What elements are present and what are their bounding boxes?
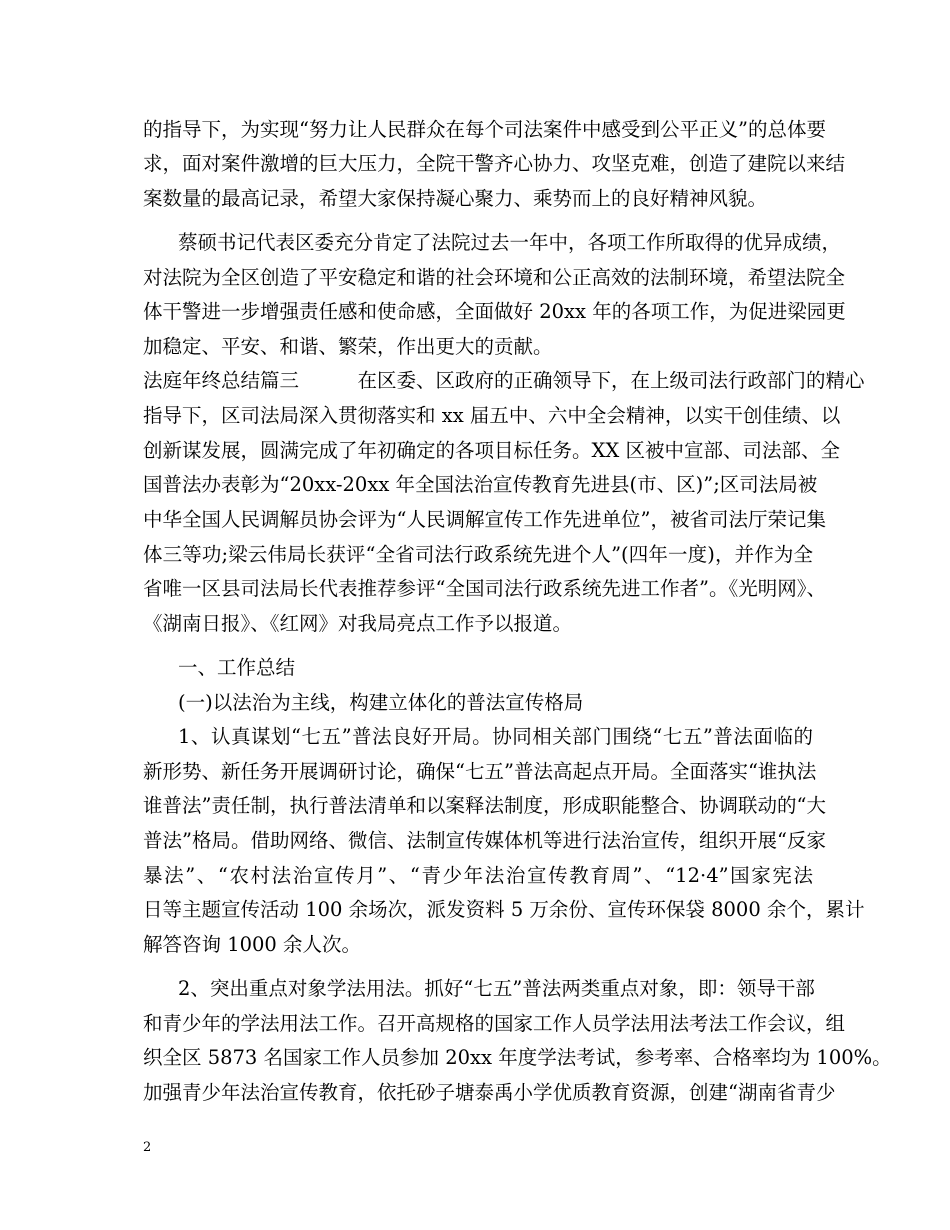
text-line: 指导下，区司法局深入贯彻落实和 xx 届五中、六中全会精神，以实干创佳绩、以 bbox=[143, 404, 841, 427]
text-line: 对法院为全区创造了平安稳定和谐的社会环境和公正高效的法制环境，希望法院全 bbox=[143, 266, 846, 289]
text-line: 织全区 5873 名国家工作人员参加 20xx 年度学法考试，参考率、合格率均为 100%。 bbox=[143, 1046, 892, 1069]
text-line: 省唯一区县司法局长代表推荐参评“全国司法行政系统先进工作者”。《光明网》、 bbox=[143, 577, 826, 600]
subsection-heading: (一)以法治为主线，构建立体化的普法宣传格局 bbox=[178, 691, 584, 714]
text-line: 解答咨询 1000 余人次。 bbox=[143, 933, 362, 956]
text-line: 国普法办表彰为“20xx-20xx 年全国法治宣传教育先进县(市、区)”;区司法局被 bbox=[143, 473, 818, 496]
text-line: 的指导下，为实现“努力让人民群众在每个司法案件中感受到公平正义”的总体要 bbox=[143, 118, 826, 141]
text-line: 日等主题宣传活动 100 余场次，派发资料 5 万余份、宣传环保袋 8000 余个，累计 bbox=[143, 898, 865, 921]
text-line: 体三等功;梁云伟局长获评“全省司法行政系统先进个人”(四年一度)，并作为全 bbox=[143, 543, 813, 566]
text-line: 创新谋发展，圆满完成了年初确定的各项目标任务。XX 区被中宣部、司法部、全 bbox=[143, 439, 840, 462]
text-line: 案数量的最高记录，希望大家保持凝心聚力、乘势而上的良好精神风貌。 bbox=[143, 187, 768, 210]
text-line: 中华全国人民调解员协会评为“人民调解宣传工作先进单位”，被省司法厅荣记集 bbox=[143, 508, 826, 531]
text-line: 新形势、新任务开展调研讨论，确保“七五”普法高起点开局。全面落实“谁执法 bbox=[143, 760, 817, 783]
text-line: 普法”格局。借助网络、微信、法制宣传媒体机等进行法治宣传，组织开展“反家 bbox=[143, 829, 826, 852]
section-heading: 一、工作总结 bbox=[178, 656, 296, 679]
text-line: 体干警进一步增强责任感和使命感，全面做好 20xx 年的各项工作，为促进梁园更 bbox=[143, 300, 846, 323]
text-line: 蔡硕书记代表区委充分肯定了法院过去一年中，各项工作所取得的优异成绩， bbox=[178, 231, 842, 254]
text-line: 加强青少年法治宣传教育，依托砂子塘泰禹小学优质教育资源，创建“湖南省青少 bbox=[143, 1081, 836, 1104]
text-line: 2、突出重点对象学法用法。抓好“七五”普法两类重点对象，即：领导干部 bbox=[178, 977, 815, 1000]
page-number: 2 bbox=[143, 1140, 152, 1155]
text-line: 《湖南日报》、《红网》对我局亮点工作予以报道。 bbox=[143, 612, 573, 635]
text-line: 和青少年的学法用法工作。召开高规格的国家工作人员学法用法考法工作会议，组 bbox=[143, 1012, 846, 1035]
text-line: 加稳定、平安、和谐、繁荣，作出更大的贡献。 bbox=[143, 335, 553, 358]
text-line: 暴法”、“农村法治宣传月”、“青少年法治宣传教育周”、“12·4”国家宪法 bbox=[143, 864, 813, 887]
text-line: 求，面对案件激增的巨大压力，全院干警齐心协力、攻坚克难，创造了建院以来结 bbox=[143, 152, 846, 175]
text-line: 1、认真谋划“七五”普法良好开局。协同相关部门围绕“七五”普法面临的 bbox=[178, 725, 813, 748]
text-line: 谁普法”责任制，执行普法清单和以案释法制度，形成职能整合、协调联动的“大 bbox=[143, 794, 826, 817]
text-line: 法庭年终总结篇三 在区委、区政府的正确领导下，在上级司法行政部门的精心 bbox=[143, 369, 865, 392]
